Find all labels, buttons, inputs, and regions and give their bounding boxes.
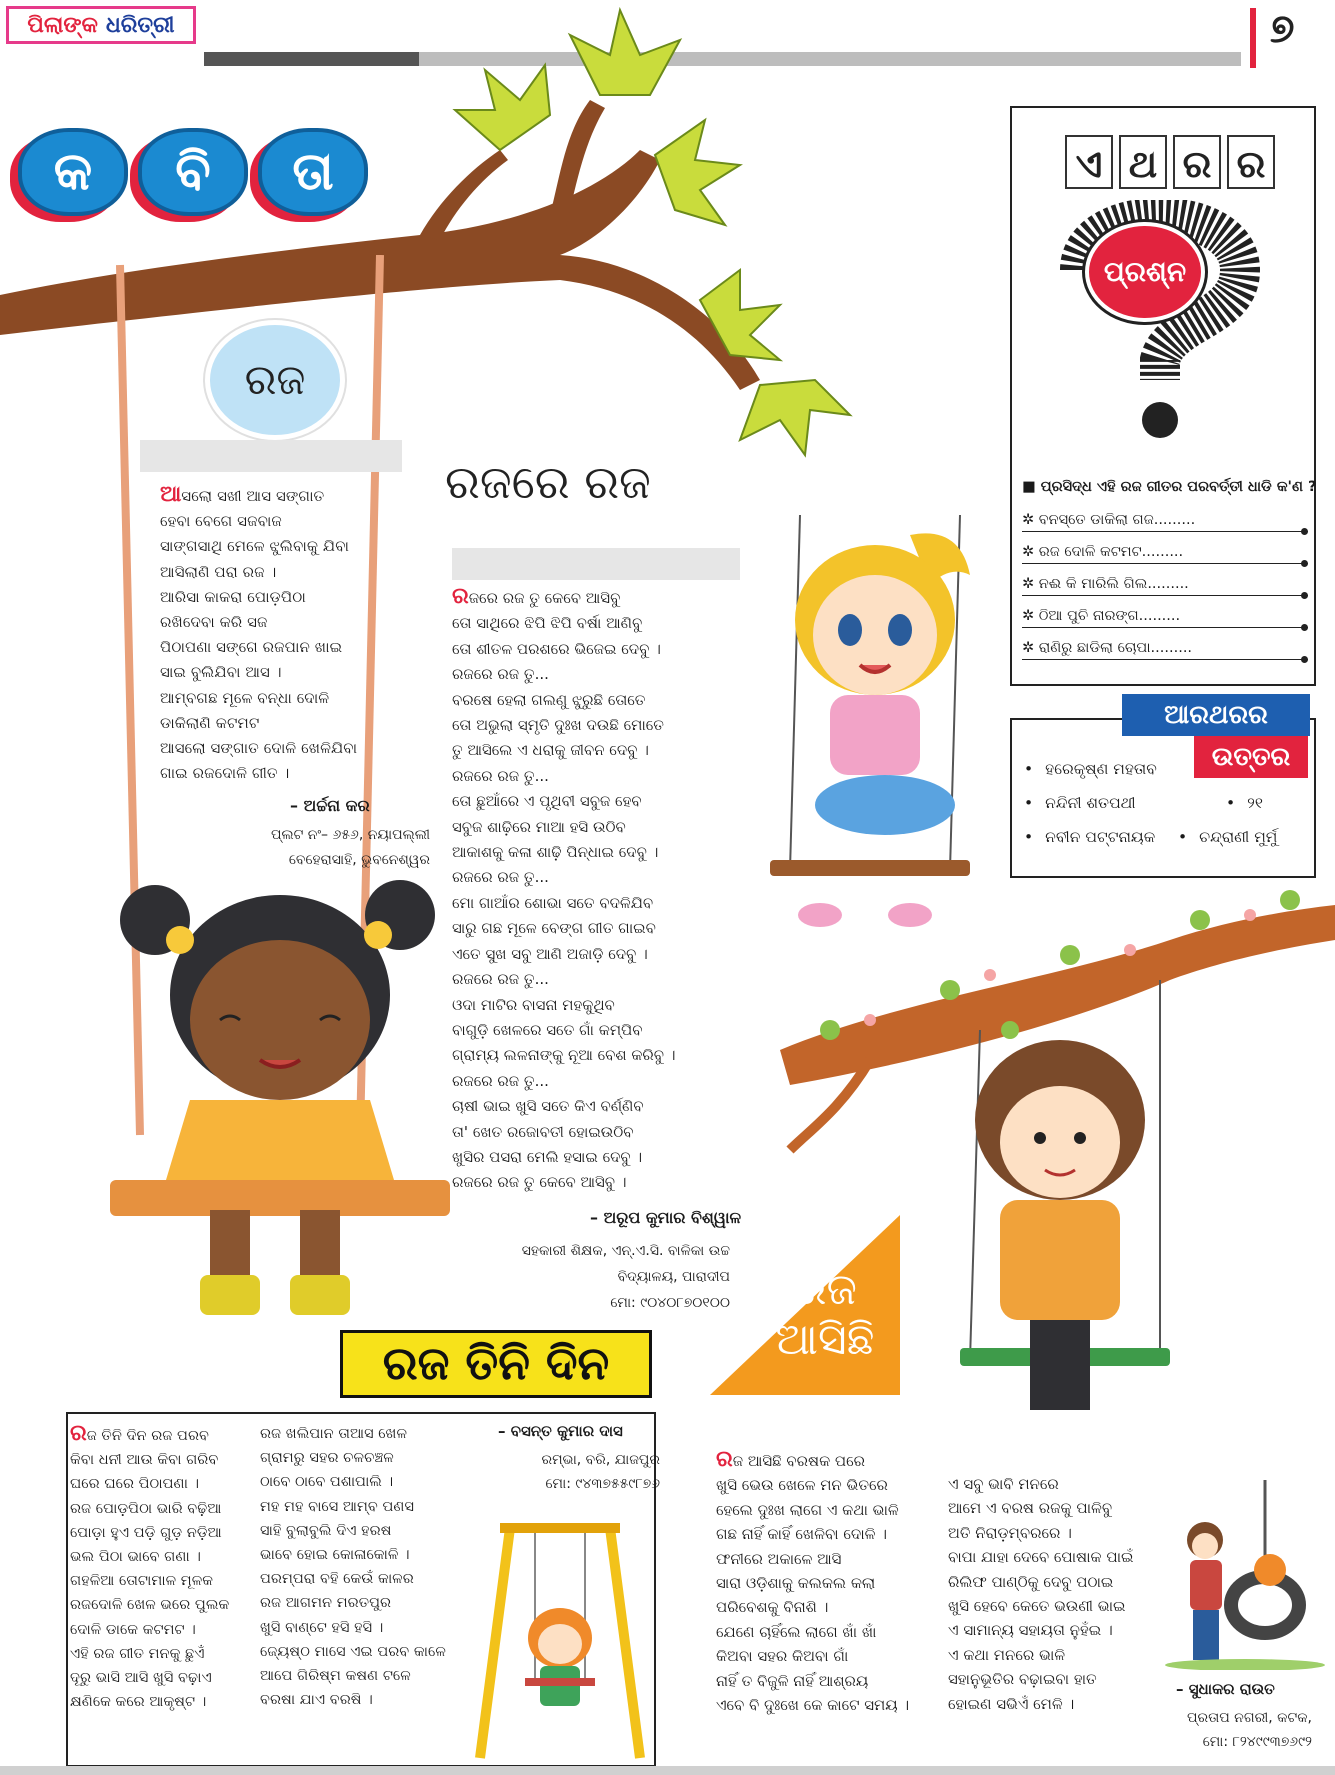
poem4-address-line: ପ୍ରତାପ ନଗରୀ, କଟକ,	[1187, 1710, 1312, 1726]
poem3-line: ବରଷା ଯାଏ ବରଷି ।	[260, 1691, 373, 1709]
poem2-line: ରଜରେ ରଜ ତୁ...	[452, 766, 549, 785]
poem1-heading: ରଜ	[205, 320, 345, 440]
poem3-line: ରଜ ପୋଡ଼ପିଠା ଭାରି ବଢ଼ିଆ	[70, 1499, 222, 1517]
section-title-letter: ତା	[258, 128, 368, 216]
poem1-line: ଆରିସା କାକରା ପୋଡ଼ପିଠା	[160, 587, 306, 606]
puzzle-item: ✲ ରଜ ଦୋଳି କଟମଟ.........	[1022, 540, 1308, 564]
puzzle-prompt: ■ ପ୍ରସିଦ୍ଧ ଏହି ରଜ ଗୀତର ପରବର୍ତ୍ତୀ ଧାଡି କ'ଣ ?	[1022, 479, 1317, 495]
poem2-address-line: ବିଦ୍ୟାଳୟ, ପାରାଦୀପ	[617, 1269, 730, 1285]
poem3-line: ଖୁସି ବାଣ୍ଟେ ହସି ହସି ।	[260, 1618, 384, 1636]
poem2-line: ଖୁସିର ପସରା ମେଲି ହସାଇ ଦେବୁ ।	[452, 1147, 643, 1166]
poem2-line: ସବୁଜ ଶାଢ଼ିରେ ମାଆ ହସି ଉଠିବ	[452, 817, 626, 836]
poem2-line: ରଜରେ ରଜ ତୁ କେବେ ଆସିବୁ	[452, 584, 621, 609]
masthead-part1: ପିଲାଙ୍କ	[27, 12, 98, 38]
poem2-dropcap: ର	[452, 584, 469, 609]
poem4-line: ଯେଣେ ଚାହିଁଲେ ଲାଗେ ଖାଁ ଖାଁ	[716, 1622, 877, 1641]
poem4-line: ପରିବେଶକୁ ବିନାଶି ।	[716, 1598, 829, 1617]
poem2-line: ତୋ ଛୁଆଁରେ ଏ ପୃଥିବୀ ସବୁଜ ହେବ	[452, 792, 642, 811]
swing-frame-illustration	[470, 1518, 650, 1763]
poem3-address-line: ରମ୍ଭା, ବରି, ଯାଜପୁର	[541, 1452, 660, 1468]
poem4-line: ହେଲେ ଦୁଃଖ ଲାଗେ ଏ କଥା ଭାଳି	[716, 1500, 899, 1519]
answer-item: • ୨୧	[1226, 794, 1263, 813]
poem2-line: ମୋ ଗାଆଁର ଶୋଭା ସତେ ବଦଳିଯିବ	[452, 893, 654, 912]
puzzle-title-letter: ଥ	[1119, 135, 1167, 189]
poem3-line: ଭାବେ ହୋଇ କୋଳାକୋଳି ।	[260, 1546, 410, 1564]
poem1-body	[160, 482, 420, 786]
answer-item: • ହରେକୃଷ୍ଣ ମହତାବ	[1024, 760, 1157, 779]
poem1-line: ଆମ୍ବଗଛ ମୂଳେ ବନ୍ଧା ଦୋଳି	[160, 688, 330, 707]
poem3-line: ଭଲ ପିଠା ଭାବେ ଗଣା ।	[70, 1548, 201, 1566]
poem1-line: ରଖିଦେବା କରି ସଜ	[160, 613, 268, 632]
poem3-line: ଗହଳିଆ ତୋଟାମାଳ ମୂଳକ	[70, 1572, 214, 1590]
poem1-line: ଆସିଲାଣି ପରା ରଜ ।	[160, 562, 277, 581]
poem4-column2	[948, 1472, 1178, 1716]
poem2-line: ଗ୍ରାମ୍ୟ ଲଳନାଙ୍କୁ ନୂଆ ବେଶ କରିବୁ ।	[452, 1046, 676, 1065]
poem1-address-line: ପ୍ଲଟ ନଂ– ୬୫୬, ନୟାପଲ୍ଲୀ	[271, 827, 430, 843]
poem3-line: ରଜ ଆଗମନ ମରତପୁର	[260, 1594, 392, 1612]
poem4-line: ଏ ସାମାନ୍ୟ ସହାୟତା ନୁହଁଇ ।	[948, 1621, 1113, 1640]
poem4-line: କିଅବା ସହର କିଅବା ଗାଁ	[716, 1647, 849, 1666]
poem4-address	[1162, 1706, 1312, 1754]
poem2-line: ତୁ ଆସିଲେ ଏ ଧରାକୁ ଜୀବନ ଦେବୁ ।	[452, 741, 649, 760]
poem1-line: ହେବା ବେଗେ ସଜବାଜ	[160, 512, 282, 531]
poem3-line: କ୍ଷଣିକେ କରେ ଆକୃଷ୍ଟ ।	[70, 1693, 207, 1711]
poem3-column2	[260, 1422, 475, 1712]
poem4-line: ସହାନୁଭୂତିର ବଢ଼ାଇବା ହାତ	[948, 1670, 1097, 1689]
poem4-line: ଖୁସି ଭେଉ ଖେଳେ ମନ ଭିତରେ	[716, 1476, 888, 1495]
poem3-line: ଜ୍ୟେଷ୍ଠ ମାସେ ଏଇ ପରବ କାଳେ	[260, 1642, 446, 1660]
poem3-column1	[70, 1422, 285, 1714]
puzzle-title	[1065, 135, 1275, 193]
poem4-author: – ସୁଧାକର ରାଉତ	[1176, 1680, 1275, 1698]
poem2-body	[452, 584, 752, 1196]
poem3-line: ଠାବେ ଠାବେ ପଶାପାଲି ।	[260, 1473, 394, 1491]
poem4-heading-line: ଆସିଛି	[775, 1314, 875, 1365]
poem1-line: ଆସଲୋ ସଙ୍ଗାତ ଦୋଳି ଖେଳିଯିବା	[160, 739, 358, 758]
poem3-line: ଦୋଳି ଡାକେ କଟମଟ ।	[70, 1620, 196, 1638]
poem3-line: ପୋଡ଼ା ହୁଏ ପଡ଼ି ଗୁଡ଼ ନଡ଼ିଆ	[70, 1523, 222, 1541]
poem3-line: ଗ୍ରାମରୁ ସହର ଚଳଚଞ୍ଚଳ	[260, 1449, 394, 1467]
poem2-line: ତୋ ସାଥିରେ ଝିପି ଝିପି ବର୍ଷା ଆଣିବୁ	[452, 614, 643, 633]
poem4-column1	[716, 1448, 956, 1717]
puzzle-title-letter: ଏ	[1065, 135, 1113, 189]
poem1-address-line: ବେହେରାସାହି, ଭୁବନେଶ୍ୱର	[288, 852, 430, 868]
poem4-line: ଏ ସବୁ ଭାବି ମନରେ	[948, 1475, 1059, 1493]
blonde-girl-swing-illustration	[760, 515, 990, 935]
poem4-heading-line: ରଜ	[793, 1264, 857, 1315]
poem2-address	[470, 1238, 730, 1316]
poem2-line: ରଜରେ ରଜ ତୁ କେବେ ଆସିବୁ ।	[452, 1173, 627, 1192]
masthead-part2: ଧରିତ୍ରୀ	[105, 12, 175, 38]
tyre-swing-illustration	[1165, 1480, 1325, 1670]
section-title-letter: କ	[18, 128, 128, 216]
poem2-line: ରଜରେ ରଜ ତୁ...	[452, 868, 549, 887]
poem4-line: ସାରା ଓଡ଼ିଶାକୁ କଲକଲ କଲା	[716, 1574, 876, 1593]
poem2-line: ରଜରେ ରଜ ତୁ...	[452, 665, 549, 684]
poem3-address-line: ମୋ: ୯୪୩୭୫୫୯୮୭୬	[545, 1476, 660, 1492]
poem2-bar	[452, 548, 740, 580]
poem4-line: ଗଛ ନାହିଁ କାହିଁ ଖେଳିବା ଦୋଳି ।	[716, 1525, 887, 1544]
poem1-line: ଡାକିଲାଣି କଟମଟ	[160, 713, 260, 732]
puzzle-title-letter: ର	[1173, 135, 1221, 189]
poem2-address-line: ମୋ: ୯୦୪୦୮୭୦୧୦୦	[610, 1295, 730, 1311]
poem1-line: ସାଇ ବୁଲିଯିବା ଆସ ।	[160, 663, 282, 682]
poem3-line: ଦୂରୁ ଭାସି ଆସି ଖୁସି ବଢ଼ାଏ	[70, 1669, 212, 1687]
poem4-address-line: ମୋ: ୮୨୪୯୯୩୭୬୯୨	[1202, 1734, 1312, 1750]
poem2-line: ତା' ଖେତ ରଜୋବତୀ ହୋଇଉଠିବ	[452, 1122, 634, 1141]
puzzle-item: ✲ ରାଣିରୁ ଛାଡିଲା ଚୋପା.........	[1022, 636, 1308, 660]
poem2-line: ଏତେ ସୁଖ ସବୁ ଆଣି ଅଜାଡ଼ି ଦେବୁ ।	[452, 944, 648, 963]
answer-item: • ନନ୍ଦିନୀ ଶତପଥୀ	[1024, 794, 1136, 813]
puzzle-item: ✲ ନଈ କି ମାରିଲି ଗିଲ.........	[1022, 572, 1308, 596]
poem3-line: ଆପେ ଗିରିଷ୍ମ କଷଣ ଟଳେ	[260, 1667, 411, 1685]
poem3-author: – ବସନ୍ତ କୁମାର ଦାସ	[498, 1422, 623, 1440]
poem2-line: ସାରୁ ଗଛ ମୂଳେ ବେଙ୍ଗ ଗୀତ ଗାଇବ	[452, 919, 656, 938]
puzzle-title-letter: ର	[1227, 135, 1275, 189]
poem2-address-line: ସହକାରୀ ଶିକ୍ଷକ, ଏନ୍‌.ଏ.ସି. ବାଳିକା ଉଚ୍ଚ	[521, 1243, 730, 1259]
poem3-line: ଏହି ରଜ ଗୀତ ମନକୁ ଛୁଏଁ	[70, 1644, 205, 1662]
poem3-line: ସାହି ବୁଲାବୁଲି ଦିଏ ହରଷ	[260, 1521, 392, 1539]
poem1-line: ଆସଲୋ ସଖୀ ଆସ ସଙ୍ଗାତ	[160, 482, 325, 507]
poem1-address	[190, 823, 430, 873]
poem3-line: ମହ ମହ ବାସେ ଆମ୍ବ ପଣସ	[260, 1497, 414, 1515]
poem4-line: ରିଲିଫ ପାଣ୍ଠିକୁ ଦେବୁ ପଠାଇ	[948, 1572, 1114, 1591]
poem2-author: – ଅରୂପ କୁମାର ବିଶ୍ୱାଳ	[590, 1208, 742, 1227]
poem4-heading	[750, 1265, 900, 1365]
poem4-dropcap: ର	[716, 1447, 733, 1472]
poem3-line: ପରମ୍ପରା ବହି କେଉଁ କାଳର	[260, 1570, 414, 1588]
poem1-dropcap: ଆ	[160, 482, 182, 507]
poem3-line: ରଜ ଖଲିପାନ ତାଆସ ଖେଳ	[260, 1425, 407, 1442]
poem2-line: ବାଗୁଡ଼ି ଖେଳରେ ସତେ ଗାଁ କମ୍ପିବ	[452, 1020, 643, 1039]
poem2-line: ଚାଷୀ ଭାଇ ଖୁସି ସତେ କିଏ ବର୍ଣ୍ଣିବ	[452, 1097, 644, 1116]
footer-bar	[0, 1766, 1335, 1775]
answer-item: • ନବୀନ ପଟ୍ଟନାୟକ	[1024, 828, 1155, 847]
puzzle-item: ✲ ଠିଆ ପୁଚି ନାରଙ୍ଗ.........	[1022, 604, 1308, 628]
poem2-line: ଆକାଶକୁ କଳା ଶାଢ଼ି ପିନ୍ଧାଇ ଦେବୁ ।	[452, 843, 659, 862]
poem3-line: ରଜଦୋଳି ଖେଳ ଭରେ ପୁଲକ	[70, 1596, 230, 1614]
poem4-line: ଏ କଥା ମନରେ ଭାଳି	[948, 1645, 1066, 1664]
girl-on-swing-illustration	[100, 880, 460, 1330]
poem3-heading: ରଜ ତିନି ଦିନ	[340, 1330, 652, 1398]
poem2-heading: ରଜରେ ରଜ	[445, 455, 651, 509]
puzzle-item: ✲ ବନସ୍ତେ ଡାକିଲା ଗଜ.........	[1022, 508, 1308, 532]
poem1-line: ପିଠାପଣା ସଙ୍ଗେ ରଜପାନ ଖାଇ	[160, 638, 343, 657]
poem4-line: ବାପା ଯାହା ଦେବେ ପୋଷାକ ପାଇଁ	[948, 1548, 1134, 1567]
poem4-line: ଖୁସି ହେବେ କେତେ ଭଉଣୀ ଭାଇ	[948, 1597, 1126, 1616]
page-number: ୭	[1270, 6, 1295, 52]
poem4-line: ହୋଇଣ ସଭିଏଁ ମେଳି ।	[948, 1694, 1075, 1713]
poem2-line: ତୋ ଅଭୁଲା ସ୍ମୃତି ଦୁଃଖ ଦଉଛି ମୋତେ	[452, 716, 665, 735]
header-divider	[1250, 8, 1256, 68]
answers-subtitle: ଉତ୍ତର	[1194, 736, 1308, 778]
poem3-line: କିବା ଧନୀ ଆଉ କିବା ଗରିବ	[70, 1451, 219, 1469]
poem2-line: ଓଦା ମାଟିର ବାସନା ମହକୁଥିବ	[452, 995, 615, 1014]
poem3-line: ରଜ ତିନି ଦିନ ରଜ ପରବ	[70, 1421, 209, 1446]
answer-item: • ଚନ୍ଦ୍ରାଣୀ ମୁର୍ମୁ	[1178, 828, 1277, 847]
poem1-line: ସାଙ୍ଗସାଥି ମେଳେ ଝୁଲିବାକୁ ଯିବା	[160, 537, 350, 556]
poem1-author: – ଅର୍ଚ୍ଚନା କର	[290, 796, 370, 815]
answers-title: ଆରଥରର	[1122, 694, 1310, 736]
poem2-line: ରଜରେ ରଜ ତୁ...	[452, 1071, 549, 1090]
poem3-address	[490, 1448, 660, 1496]
poem1-bar	[140, 440, 402, 472]
poem4-line: ଏବେ ବି ଦୁଃଖେ କେ କାଟେ ସମୟ ।	[716, 1696, 910, 1715]
poem4-line: ଅତି ନିରାଡ଼ମ୍ବରରେ ।	[948, 1523, 1072, 1542]
puzzle-badge: ପ୍ରଶ୍ନ	[1085, 222, 1205, 322]
poem2-line: ବରଷେ ହେଲା ଗଲଣୁ ଝୁରୁଛି ତୋତେ	[452, 690, 646, 709]
poem4-line: ନାହିଁ ତ ବିଜୁଳି ନାହିଁ ଆଶ୍ରୟ	[716, 1671, 869, 1690]
poem4-line: ରଜ ଆସିଛି ବରଷକ ପରେ	[716, 1447, 866, 1472]
poem3-dropcap: ର	[70, 1421, 87, 1446]
poem1-line: ଗାଇ ରଜଦୋଳି ଗୀତ ।	[160, 764, 290, 783]
poem2-line: ରଜରେ ରଜ ତୁ...	[452, 970, 549, 989]
poem4-line: ଆମେ ଏ ବରଷ ରଜକୁ ପାଳିବୁ	[948, 1499, 1113, 1518]
poem2-line: ତୋ ଶୀତଳ ପରଶରେ ଭିଜେଇ ଦେବୁ ।	[452, 639, 661, 658]
poem3-line: ଘରେ ଘରେ ପିଠାପଣା ।	[70, 1475, 200, 1493]
poem4-line: ଫନୀରେ ଅକାଳେ ଆସି	[716, 1549, 842, 1568]
section-title-letter: ବି	[138, 128, 248, 216]
